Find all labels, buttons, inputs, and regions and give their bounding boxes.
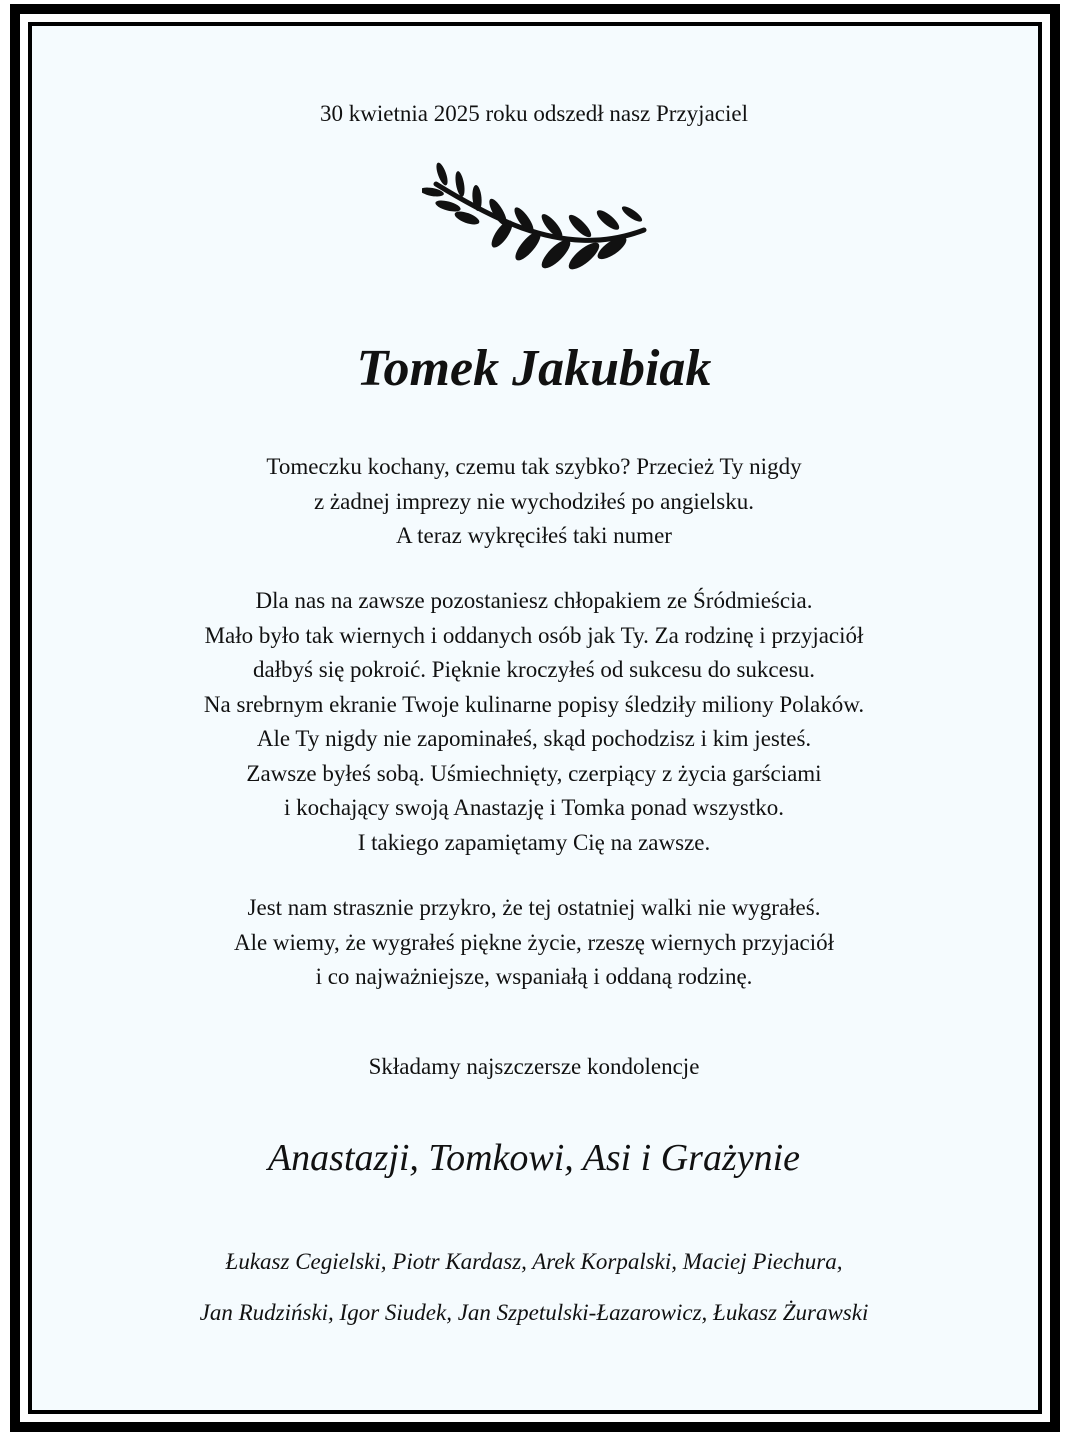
laurel-branch-icon [422, 162, 650, 280]
signers-line: Jan Rudziński, Igor Siudek, Jan Szpetulski-Łazarowicz, Łukasz Żurawski [199, 1300, 869, 1325]
paragraph-3 [0, 891, 1068, 995]
paragraph-line: Mało było tak wiernych i oddanych osób jak Ty. Za rodzinę i przyjaciół [204, 622, 864, 648]
paragraph-line: Ale Ty nigdy nie zapominałeś, skąd pochodzisz i kim jesteś. [256, 726, 812, 751]
paragraph-line: z żadnej imprezy nie wychodziłeś po angielsku. [313, 488, 755, 514]
paragraph-line: i co najważniejsze, wspaniałą i oddaną rodzinę. [315, 964, 753, 989]
paragraph-line: Jest nam strasznie przykro, że tej ostatniej walki nie wygrałeś. [247, 895, 821, 920]
condolences-line: Składamy najszczersze kondolencje [368, 1054, 700, 1079]
paragraph-line: I takiego zapamiętamy Cię na zawsze. [357, 829, 711, 855]
paragraph-2 [0, 584, 1068, 860]
paragraph-1 [0, 450, 1068, 554]
paragraph-line: Dla nas na zawsze pozostaniesz chłopakiem ze Śródmieścia. [255, 588, 813, 613]
paragraph-line: Na srebrnym ekranie Twoje kulinarne popisy śledziły miliony Polaków. [203, 691, 865, 717]
deceased-name: Tomek Jakubiak [356, 340, 712, 397]
obituary-header: 30 kwietnia 2025 roku odszedł nasz Przyjaciel [320, 101, 748, 126]
paragraph-line: A teraz wykręciłeś taki numer [396, 523, 672, 548]
paragraph-line: dałbyś się pokroić. Pięknie kroczyłeś od sukcesu do sukcesu. [252, 657, 816, 682]
signers-line: Łukasz Cegielski, Piotr Kardasz, Arek Korpalski, Maciej Piechura, [225, 1249, 843, 1274]
paragraph-line: Zawsze byłeś sobą. Uśmiechnięty, czerpiący z życia garściami [246, 760, 822, 786]
paragraph-line: Tomeczku kochany, czemu tak szybko? Przecież Ty nigdy [266, 454, 802, 479]
paragraph-line: i kochający swoją Anastazję i Tomka ponad wszystko. [283, 795, 784, 820]
recipients-line: Anastazji, Tomkowi, Asi i Grażynie [267, 1137, 801, 1179]
paragraph-line: Ale wiemy, że wygrałeś piękne życie, rzeszę wiernych przyjaciół [233, 929, 835, 955]
